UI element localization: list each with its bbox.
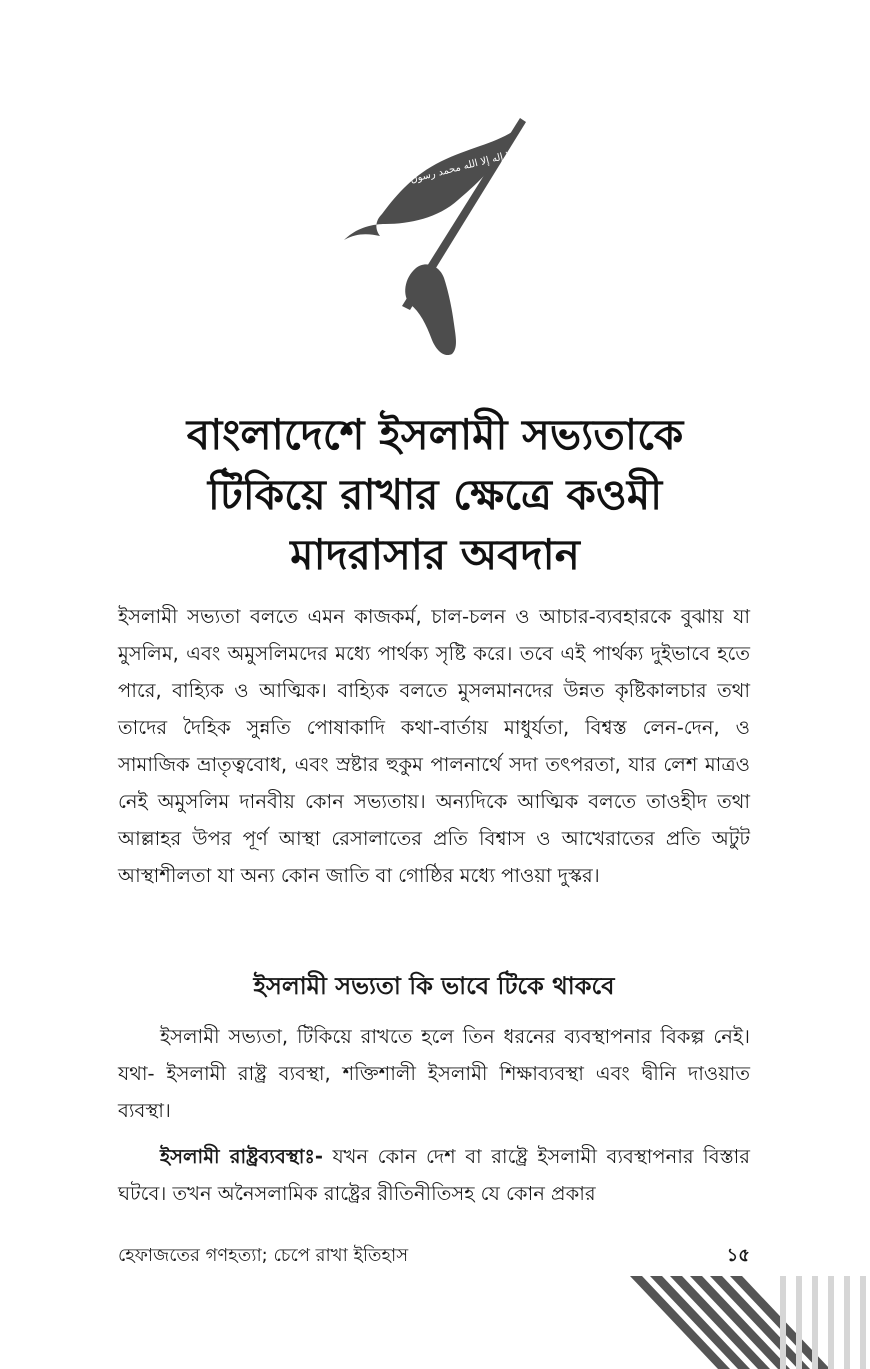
section-heading: ইসলামী সভ্যতা কি ভাবে টিকে থাকবে [253,972,615,1000]
title-line: টিকিয়ে রাখার ক্ষেত্রে কওমী [207,470,663,519]
title-line: মাদরাসার অবদান [290,530,580,579]
paragraph-lead-term: ইসলামী রাষ্ট্রব্যবস্থাঃ- [160,1145,323,1168]
body-paragraph: ইসলামী সভ্যতা, টিকিয়ে রাখতে হলে তিন ধরনের ব্যবস্থাপনার বিকল্প নেই। যথা- ইসলামী রাষ্ট্র ব্যবস্থা, শক্তিশালী ইসলামী শিক্ষাব্যবস্থা এবং দ্বীনি দাওয়াত ব্যবস্থা। [118,1025,750,1122]
paragraph-body-text: যখন কোন দেশ বা রাষ্ট্রে ইসলামী ব্যবস্থাপনার বিস্তার ঘটবে। তখন অনৈসলামিক রাষ্ট্রের রীতিনীতিসহ যে কোন প্রকার [118,1145,750,1205]
flag-cloth [344,124,523,240]
title-line: বাংলাদেশে ইসলামী সভ্যতাকে [186,410,684,459]
page-title [60,405,810,585]
hand-arm [405,264,456,355]
intro-paragraph: ইসলামী সভ্যতা বলতে এমন কাজকর্ম, চাল-চলন ও আচার-ব্যবহারকে বুঝায় যা মুসলিম, এবং অমুসলিমদের মধ্যে পার্থক্য সৃষ্টি করে। তবে এই পার্থক্য দুইভাবে হতে পারে, বাহ্যিক ও আত্মিক। বাহ্যিক বলতে মুসলমানদের উন্নত কৃষ্টিকালচার তথা তাদের দৈহিক সুন্নতি পোষাকাদি কথা-বার্তায় মাধুর্যতা, বিশ্বস্ত লেন-দেন, ও সামাজিক ভ্রাতৃত্ববোধ, এবং স্রষ্টার হুকুম পালনার্থে সদা তৎপরতা, যার লেশ মাত্রও নেই অমুসলিম দানবীয় কোন সভ্যতায়। অন্যদিকে আত্মিক বলতে তাওহীদ তথা আল্লাহর উপর পূর্ণ আস্থা রেসালাতের প্রতি বিশ্বাস ও আখেরাতের প্রতি অটুট আস্থাশীলতা যা অন্য কোন জাতি বা গোষ্ঠির মধ্যে পাওয়া দুস্কর। [118,605,750,887]
page-number: ১৫ [726,1245,750,1266]
corner-stripes-decoration [630,1276,870,1369]
running-footer-title: হেফাজতের গণহত্যা; চেপে রাখা ইতিহাস [118,1245,409,1266]
flag-calligraphy: لا إله إلا الله محمد رسول الله [392,149,513,190]
body-paragraph-state-system [118,1138,750,1212]
